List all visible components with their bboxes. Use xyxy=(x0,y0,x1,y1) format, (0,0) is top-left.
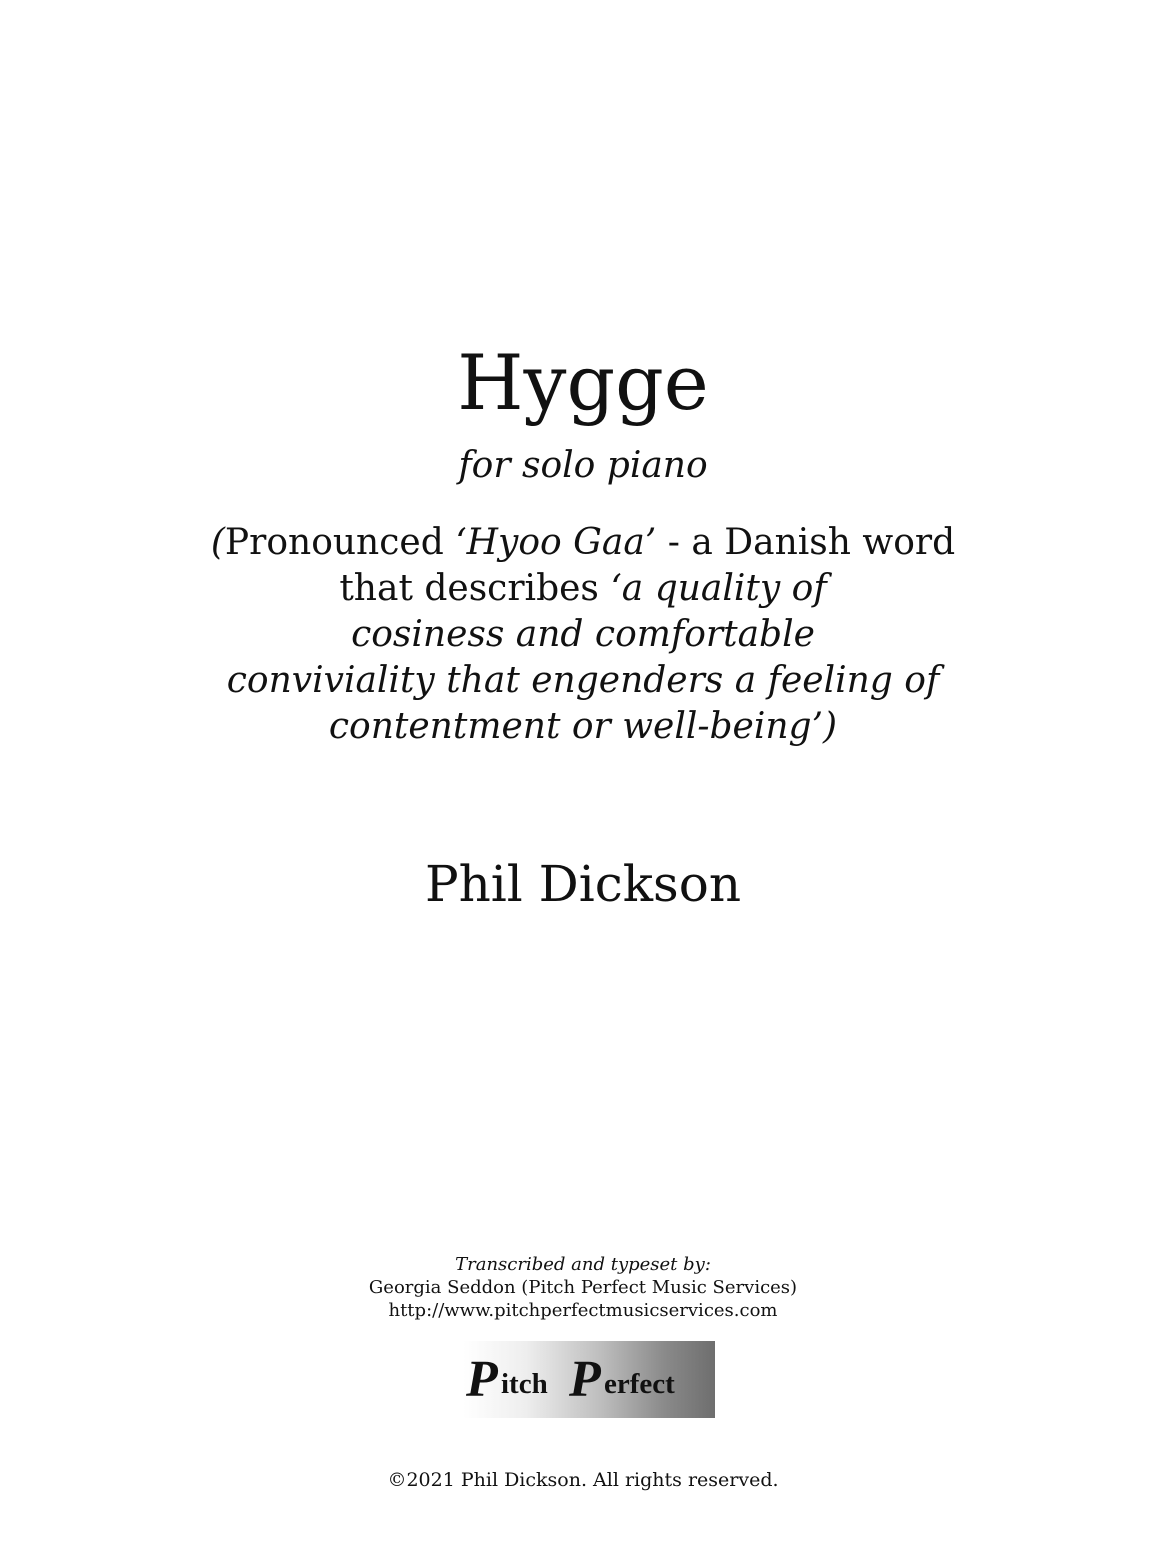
description-text: that describes xyxy=(339,568,611,609)
description-line-4: conviviality that engenders a feeling of xyxy=(226,660,940,701)
composer-name: Phil Dickson xyxy=(424,855,742,913)
piece-description xyxy=(0,520,1166,750)
typesetting-credits xyxy=(0,1253,1166,1322)
credits-name: Georgia Seddon (Pitch Perfect Music Services) xyxy=(368,1277,798,1298)
description-quote: ‘a quality of xyxy=(610,568,827,609)
description-text: - a Danish word xyxy=(656,522,956,563)
logo-initial-p: P xyxy=(569,1351,601,1408)
logo-initial-p: P xyxy=(466,1351,498,1408)
description-line-5: contentment or well-being’) xyxy=(328,706,838,747)
piece-subtitle: for solo piano xyxy=(458,445,708,486)
pitch-perfect-logo xyxy=(463,1341,715,1418)
credits-label: Transcribed and typeset by: xyxy=(455,1254,711,1275)
description-text: Pronounced xyxy=(224,522,456,563)
copyright-notice: ©2021 Phil Dickson. All rights reserved. xyxy=(387,1469,779,1491)
description-pronunciation: ‘Hyoo Gaa’ xyxy=(455,522,657,563)
logo-word-erfect: erfect xyxy=(604,1368,675,1400)
description-open-paren: ( xyxy=(210,522,225,563)
credits-url: http://www.pitchperfectmusicservices.com xyxy=(388,1300,778,1321)
description-line-3: cosiness and comfortable xyxy=(351,614,815,655)
piece-title: Hygge xyxy=(457,338,709,427)
description-line-1 xyxy=(0,520,1166,566)
logo-word-itch: itch xyxy=(501,1368,548,1400)
description-line-2 xyxy=(0,566,1166,612)
